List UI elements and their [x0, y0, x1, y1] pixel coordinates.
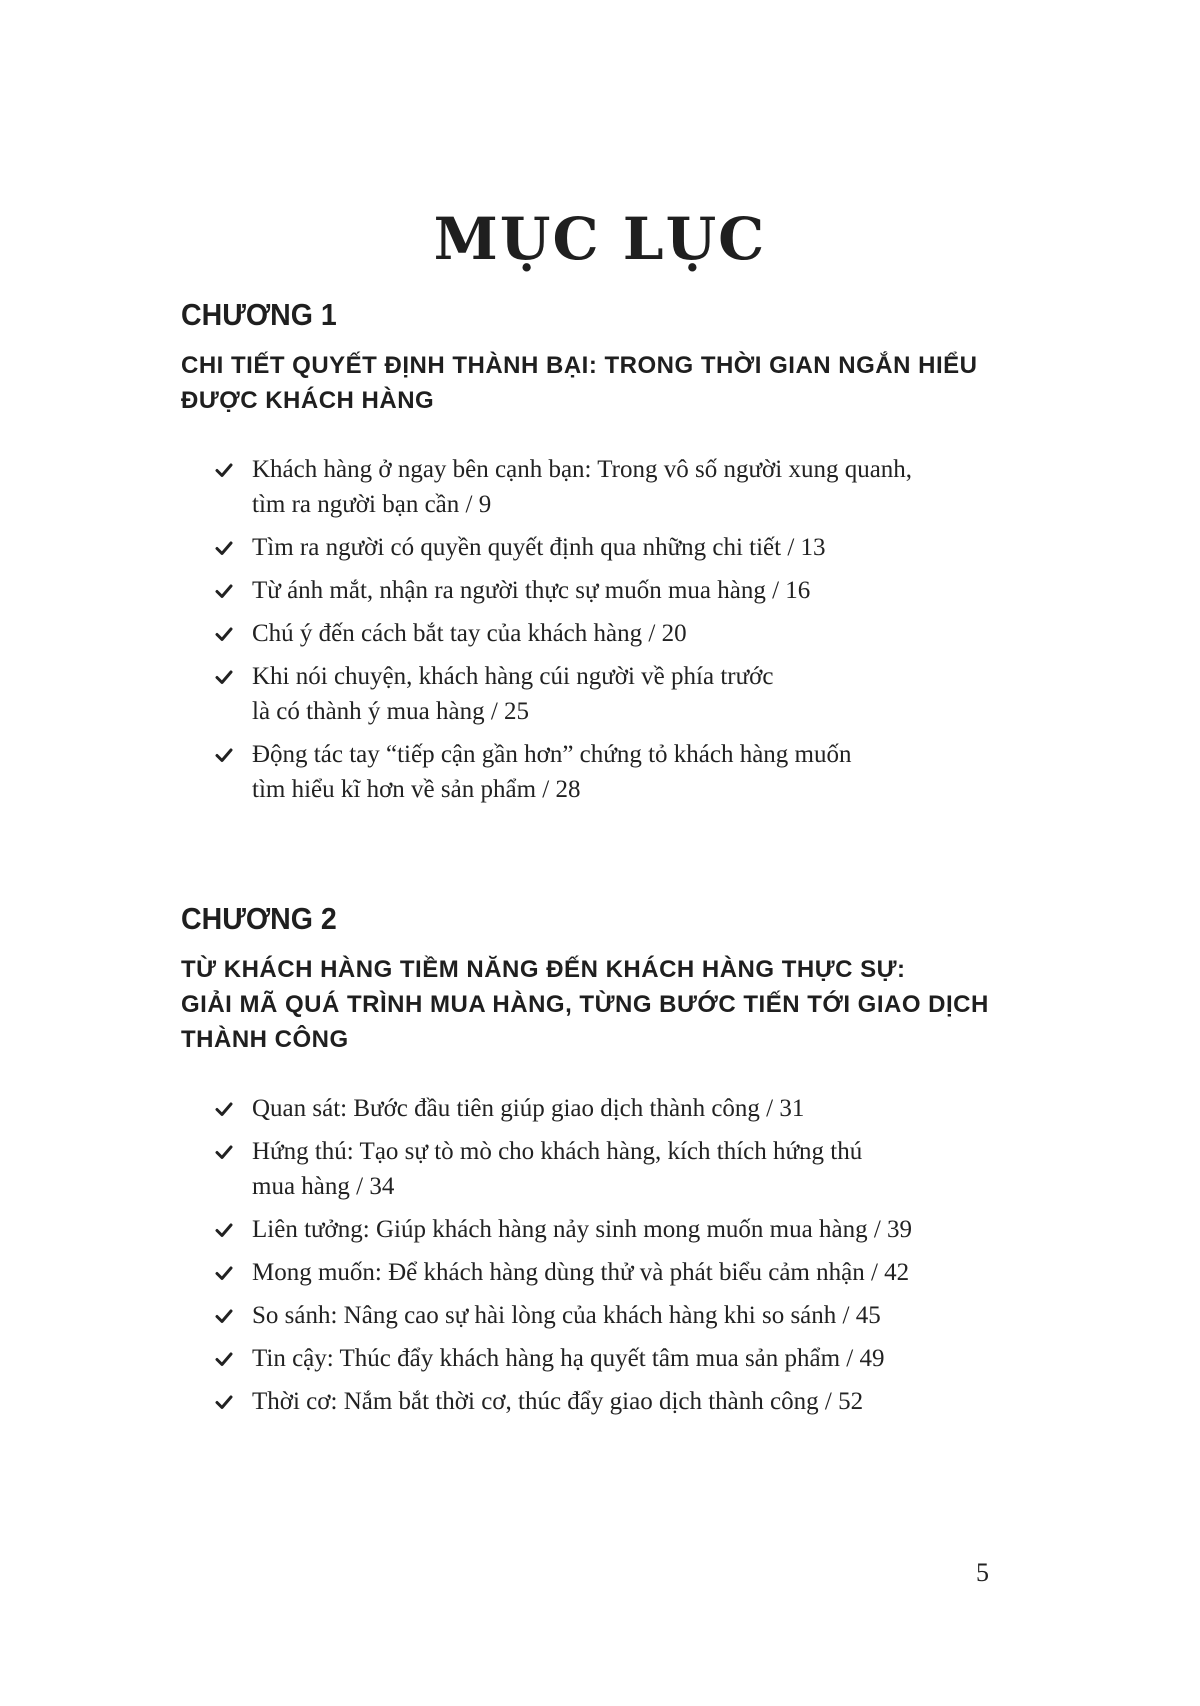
chapter-2-section [181, 900, 1061, 1427]
page-number: 5 [976, 1558, 989, 1587]
toc-entry-text: tìm ra người bạn cần / 9 [252, 491, 492, 518]
checkmark-icon [215, 1350, 233, 1368]
toc-entry-text: tìm hiểu kĩ hơn về sản phẩm / 28 [252, 776, 581, 803]
toc-entry [181, 616, 1061, 651]
toc-entry [181, 1384, 1061, 1419]
toc-entry [181, 530, 1061, 565]
toc-entry-text: Từ ánh mắt, nhận ra người thực sự muốn mua hàng / 16 [252, 577, 811, 604]
toc-entry-text: Thời cơ: Nắm bắt thời cơ, thúc đẩy giao dịch thành công / 52 [252, 1388, 864, 1415]
toc-entry [181, 452, 1061, 522]
chapter-title-line: TỪ KHÁCH HÀNG TIỀM NĂNG ĐẾN KHÁCH HÀNG THỰC SỰ: [181, 956, 906, 983]
chapter-number: CHƯƠNG 1 [181, 297, 337, 332]
toc-entry [181, 1341, 1061, 1376]
chapter-number: CHƯƠNG 2 [181, 901, 337, 936]
checkmark-icon [215, 582, 233, 600]
toc-entry [181, 1134, 1061, 1204]
chapter-title [181, 952, 1061, 1057]
checkmark-icon [215, 746, 233, 764]
toc-entry [181, 1091, 1061, 1126]
checkmark-icon [215, 1221, 233, 1239]
toc-entry-text: So sánh: Nâng cao sự hài lòng của khách hàng khi so sánh / 45 [252, 1302, 881, 1329]
checkmark-icon [215, 1393, 233, 1411]
toc-entry-text: mua hàng / 34 [252, 1173, 395, 1200]
chapter-title-line: GIẢI MÃ QUÁ TRÌNH MUA HÀNG, TỪNG BƯỚC TIẾN TỚI GIAO DỊCH [181, 991, 989, 1018]
toc-entry-text: là có thành ý mua hàng / 25 [252, 698, 530, 725]
toc-entry [181, 737, 1061, 807]
checkmark-icon [215, 1264, 233, 1282]
chapter-2-items [181, 1091, 1061, 1419]
checkmark-icon [215, 461, 233, 479]
chapter-1-section [181, 296, 1061, 815]
chapter-title-line: CHI TIẾT QUYẾT ĐỊNH THÀNH BẠI: TRONG THỜI GIAN NGẮN HIỂU [181, 352, 978, 379]
chapter-title-line: THÀNH CÔNG [181, 1026, 349, 1053]
checkmark-icon [215, 1143, 233, 1161]
toc-entry-text: Động tác tay “tiếp cận gần hơn” chứng tỏ khách hàng muốn [252, 741, 852, 768]
toc-entry-text: Tin cậy: Thúc đẩy khách hàng hạ quyết tâm mua sản phẩm / 49 [252, 1345, 885, 1372]
checkmark-icon [215, 1100, 233, 1118]
checkmark-icon [215, 539, 233, 557]
chapter-title [181, 348, 1061, 418]
toc-entry-text: Khi nói chuyện, khách hàng cúi người về phía trước [252, 663, 774, 690]
toc-entry [181, 1298, 1061, 1333]
toc-entry [181, 1212, 1061, 1247]
checkmark-icon [215, 625, 233, 643]
toc-entry-text: Chú ý đến cách bắt tay của khách hàng / 20 [252, 620, 687, 647]
toc-entry-text: Quan sát: Bước đầu tiên giúp giao dịch thành công / 31 [252, 1095, 805, 1122]
checkmark-icon [215, 668, 233, 686]
toc-entry-text: Liên tưởng: Giúp khách hàng nảy sinh mong muốn mua hàng / 39 [252, 1216, 913, 1243]
toc-entry [181, 659, 1061, 729]
toc-entry-text: Hứng thú: Tạo sự tò mò cho khách hàng, kích thích hứng thú [252, 1138, 863, 1165]
chapter-title-line: ĐƯỢC KHÁCH HÀNG [181, 387, 435, 414]
checkmark-icon [215, 1307, 233, 1325]
toc-entry [181, 573, 1061, 608]
toc-entry [181, 1255, 1061, 1290]
toc-entry-text: Mong muốn: Để khách hàng dùng thử và phát biểu cảm nhận / 42 [252, 1259, 910, 1286]
table-of-contents-title: MỤC LỤC [433, 205, 767, 273]
toc-entry-text: Khách hàng ở ngay bên cạnh bạn: Trong vô số người xung quanh, [252, 456, 913, 483]
toc-entry-text: Tìm ra người có quyền quyết định qua những chi tiết / 13 [252, 534, 826, 561]
chapter-1-items [181, 452, 1061, 807]
